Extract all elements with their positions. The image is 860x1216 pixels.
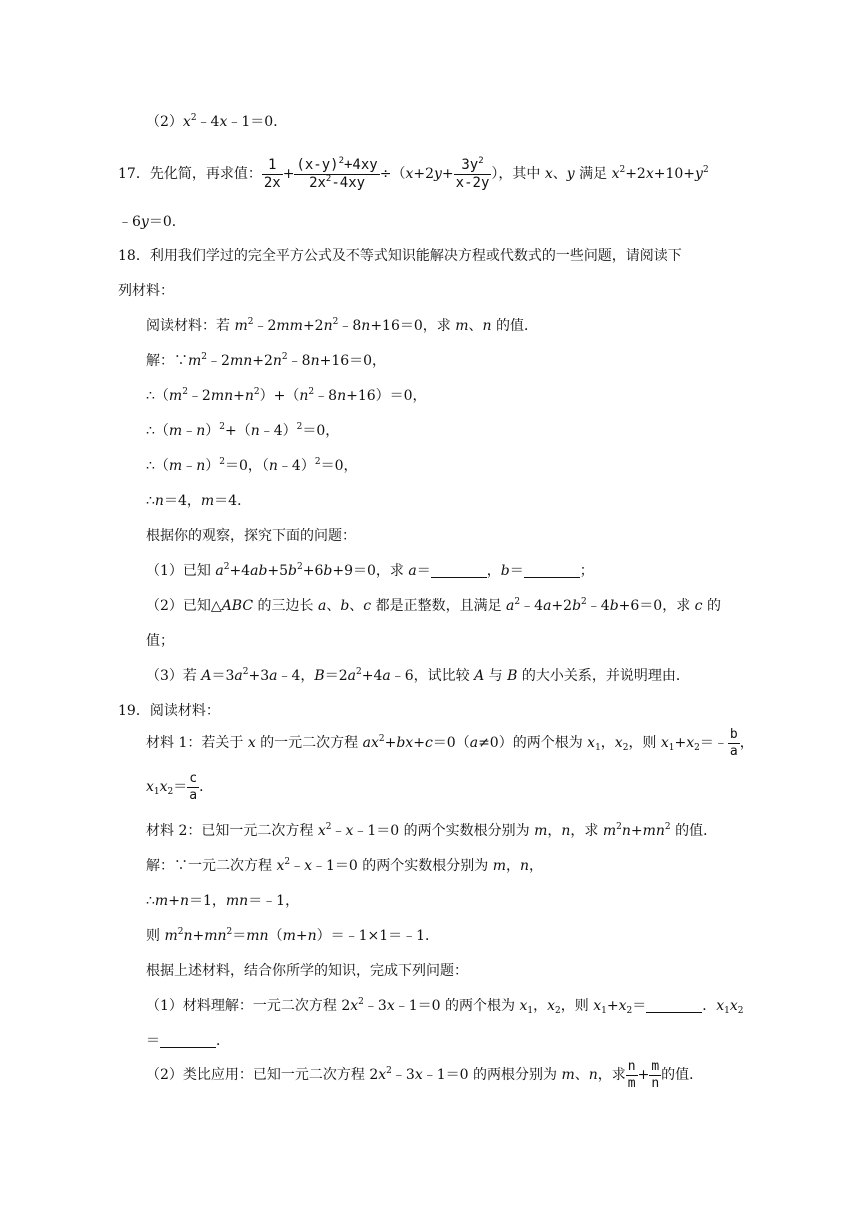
q18-solution-3: ∴（m﹣n）$^2$+（n﹣4）$^2$＝0， <box>146 422 340 439</box>
q18-material: 阅读材料：若 $m^2﹣2mm+2n^2﹣8n+16=0$，求 m、n 的值． <box>146 317 538 334</box>
q19-solution-2: ∴m+n＝1，mn＝﹣1， <box>146 893 300 909</box>
q18-part1: （1）已知 $a^2+4ab+5b^2+6b+9=0$，求 a＝ ，b＝ ； <box>146 562 594 579</box>
q18-solution-2: $\therefore(m^2﹣2mn+n^2)+(n^2﹣8n+16)=0$， <box>146 387 427 404</box>
q19-material1-line1: 材料 1：若关于 x 的一元二次方程 $ax^2+bx+c=0(a\ne 0)$的两个根为 $x_1$，$x_2$，则 $x_1+x_2=﹣$ $\frac{b}{a}$ ， <box>146 727 754 759</box>
q18-solution-5: ∴n＝4，m＝4． <box>146 493 252 509</box>
q18-part2-line2: 值； <box>146 633 174 649</box>
q19-solution-3: 则 $m^2n+mn^2=mn(m+n)=﹣1\times 1=﹣1$． <box>146 927 440 944</box>
q19-title: 19．阅读材料： <box>118 703 220 719</box>
q16-part2: $(2)x^2﹣4x﹣1=0$． <box>146 113 288 130</box>
q18-solution-1: 解：$\because m^2﹣2mn+2n^2﹣8n+16=0$， <box>146 352 387 369</box>
q19-part2: （2）类比应用：已知一元二次方程 $2x^2﹣3x﹣1=0$ 的两根分别为 m、n，求 $\frac{n}{m}$ + $\frac{m}{n}$ 的值． <box>146 1059 704 1091</box>
q17-line2: ﹣6y＝0． <box>118 214 186 230</box>
q18-solution-4: ∴（m﹣n）$^2$＝0，（n﹣4）$^2$＝0， <box>146 457 358 474</box>
q19-material1-line2: $x_1x_2=$ $\frac{c}{a}$ ． <box>146 771 214 803</box>
q18-line2: 列材料： <box>118 283 174 299</box>
q18-line1: 18．利用我们学过的完全平方公式及不等式知识能解决方程或代数式的一些问题，请阅读下 <box>118 248 682 264</box>
q18-prompt: 根据你的观察，探究下面的问题： <box>146 528 356 544</box>
q19-material2: 材料 2：已知一元二次方程 $x^2﹣x﹣1=0$ 的两个实数根分别为 m，n，求 $m^2n+mn^2$ 的值． <box>146 822 718 839</box>
q19-solution-1: 解：∵一元二次方程 $x^2﹣x﹣1=0$ 的两个实数根分别为 m，n， <box>146 857 544 874</box>
q19-part1-line1: （1）材料理解：一元二次方程 $2x^2﹣3x﹣1=0$ 的两个根为 $x_1$，$x_2$，则 $x_1+x_2=$ ．$x_1x_2$ <box>146 997 744 1016</box>
q19-prompt: 根据上述材料，结合你所学的知识，完成下列问题： <box>146 963 468 979</box>
q18-part2-line1: （2）已知△ABC 的三边长 a、b、c 都是正整数，且满足 $a^2﹣4a+2b^2﹣4b+6=0$，求 c 的 <box>146 597 721 614</box>
q17-line1: 17．先化简，再求值： $\frac{1}{2x}$ + $\frac{(x-y)^2+4xy}{2x^2-4xy}$ ÷（x+2y+ $\frac{3y^2}{x-2y}$ ），其中 x、y 满足 $x^2+2x+10+y^2$ <box>118 156 709 191</box>
q19-part1-line2: ＝ ． <box>146 1033 230 1049</box>
q18-part3: （3）若 $A=3a^2+3a﹣4$，$B=2a^2+4a﹣6$，试比较 A 与 B 的大小关系，并说明理由． <box>146 667 690 684</box>
